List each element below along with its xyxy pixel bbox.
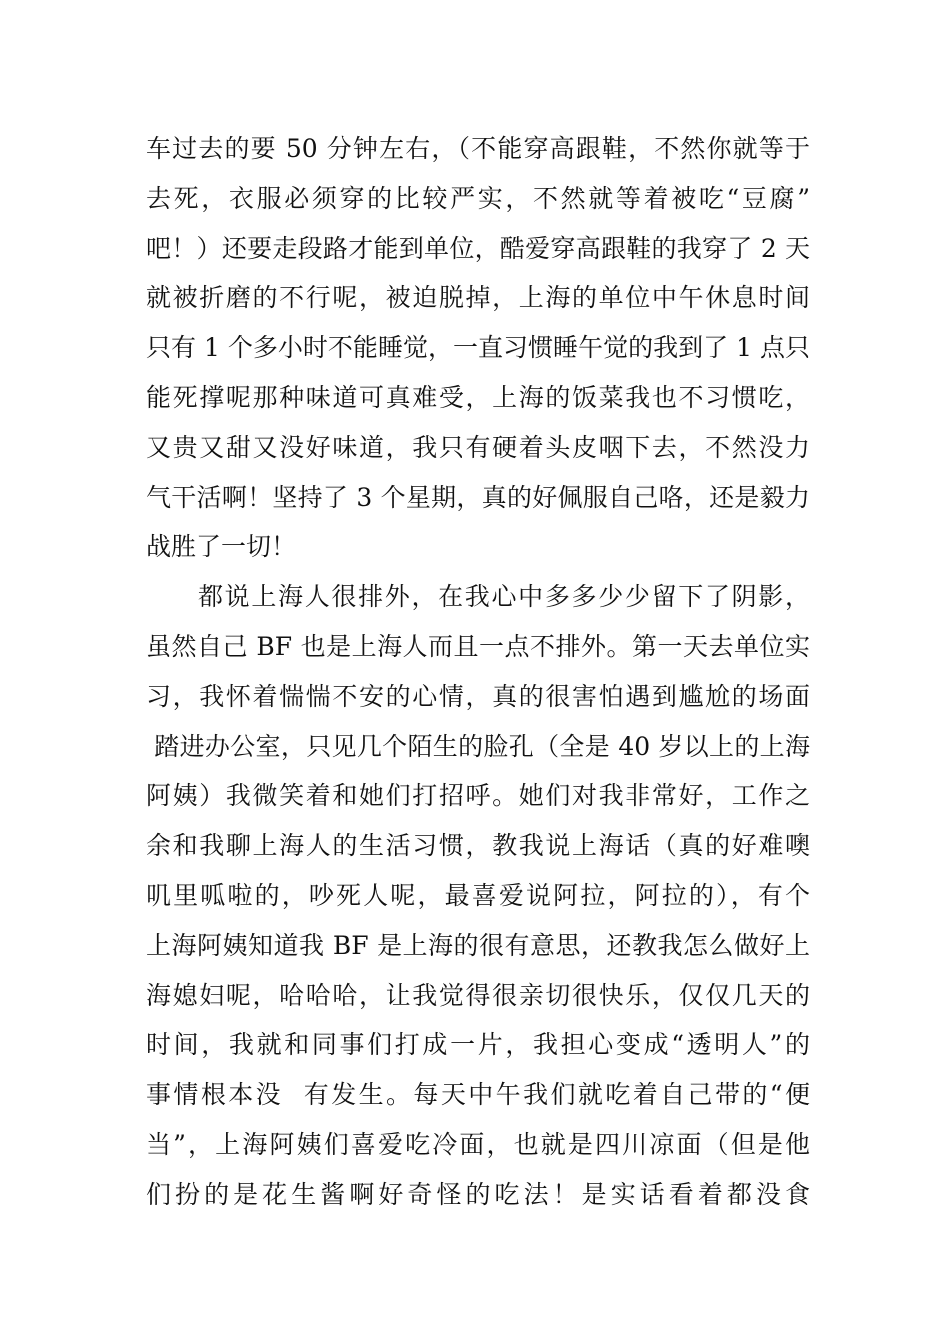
text-line: 余和我聊上海人的生活习惯，教我说上海话（真的好难噢 xyxy=(146,831,810,861)
text-line: 踏进办公室，只见几个陌生的脸孔（全是 40 岁以上的上海 xyxy=(146,731,810,761)
text-line: 时间，我就和同事们打成一片，我担心变成“透明人”的 xyxy=(146,1030,810,1060)
text-line: 能死撑呢那种味道可真难受，上海的饭菜我也不习惯吃， xyxy=(146,382,810,412)
text-line: 车过去的要 50 分钟左右，（不能穿高跟鞋，不然你就等于 xyxy=(146,134,810,163)
text-line: 们扮的是花生酱啊好奇怪的吃法！是实话看着都没食 xyxy=(146,1179,810,1209)
text-line: 气干活啊！坚持了 3 个星期，真的好佩服自己咯，还是毅力 xyxy=(146,482,810,512)
text-line: 只有 1 个多小时不能睡觉，一直习惯睡午觉的我到了 1 点只 xyxy=(146,333,810,363)
text-line: 习，我怀着惴惴不安的心情，真的很害怕遇到尴尬的场面 xyxy=(146,681,810,711)
text-line: 海媳妇呢，哈哈哈，让我觉得很亲切很快乐，仅仅几天的 xyxy=(146,980,810,1010)
text-line: 就被折磨的不行呢，被迫脱掉，上海的单位中午休息时间 xyxy=(146,283,810,313)
text-line: 事情根本没 有发生。每天中午我们就吃着自己带的“便 xyxy=(146,1080,810,1110)
paragraph-start-line: 都说上海人很排外，在我心中多多少少留下了阴影， xyxy=(198,582,810,612)
text-line: 战胜了一切！ xyxy=(146,532,297,562)
text-line: 上海阿姨知道我 BF 是上海的很有意思，还教我怎么做好上 xyxy=(146,930,810,960)
text-line: 吧！）还要走段路才能到单位，酷爱穿高跟鞋的我穿了 2 天 xyxy=(146,233,810,263)
text-line: 去死，衣服必须穿的比较严实，不然就等着被吃“豆腐” xyxy=(146,183,810,213)
text-line: 阿姨）我微笑着和她们打招呼。她们对我非常好，工作之 xyxy=(146,781,810,811)
text-line: 当”，上海阿姨们喜爱吃冷面，也就是四川凉面（但是他 xyxy=(146,1129,810,1159)
body-text xyxy=(146,124,810,1220)
text-line: 虽然自己 BF 也是上海人而且一点不排外。第一天去单位实 xyxy=(146,631,810,661)
text-line: 叽里呱啦的，吵死人呢，最喜爱说阿拉，阿拉的），有个 xyxy=(146,880,810,910)
text-line: 又贵又甜又没好味道，我只有硬着头皮咽下去，不然没力 xyxy=(146,432,810,462)
